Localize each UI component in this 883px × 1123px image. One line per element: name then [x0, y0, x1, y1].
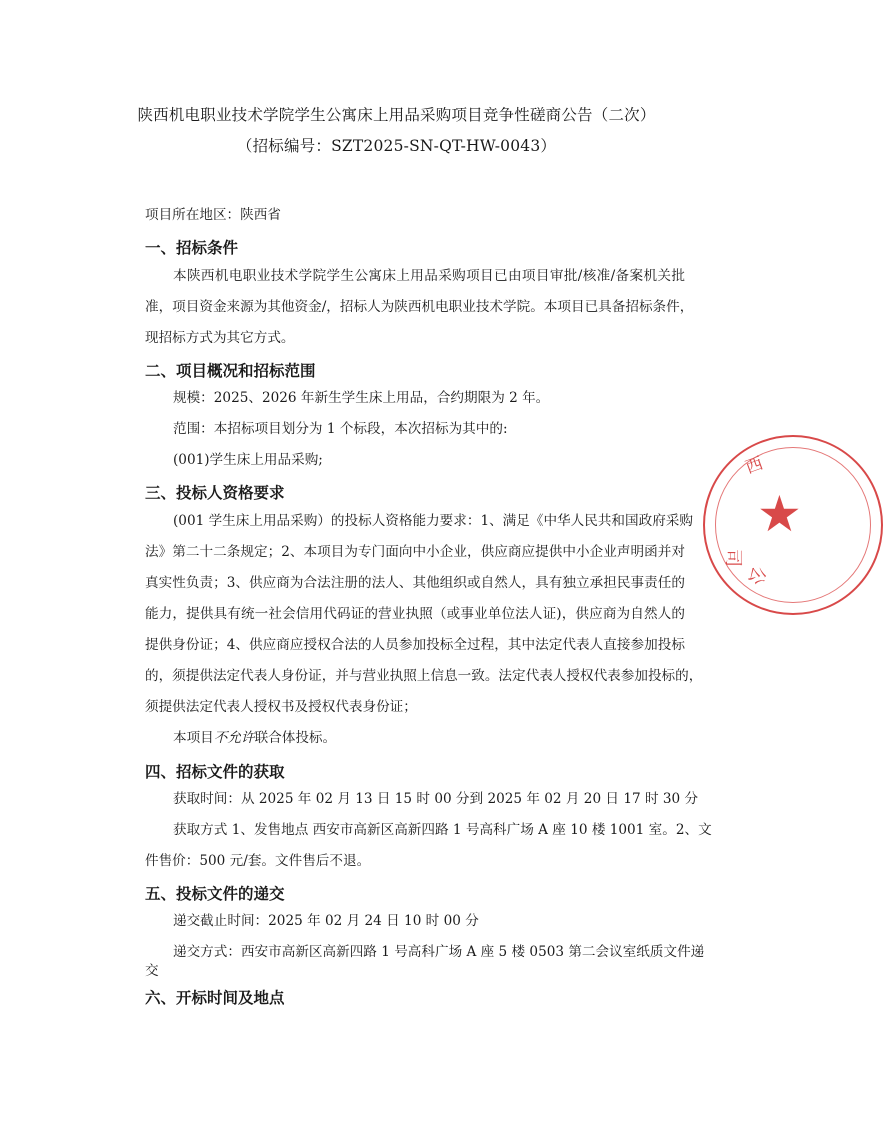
star-icon: ★ — [757, 485, 802, 543]
official-seal — [703, 435, 883, 615]
project-region: 项目所在地区：陕西省 — [145, 207, 281, 223]
paragraph-line: 本陕西机电职业技术学院学生公寓床上用品采购项目已由项目审批/核准/备案机关批 — [173, 268, 685, 284]
section-heading-2: 二、项目概况和招标范围 — [145, 362, 316, 380]
section-heading-4: 四、招标文件的获取 — [145, 763, 285, 781]
consortium-line — [173, 729, 685, 747]
document-title: 陕西机电职业技术学院学生公寓床上用品采购项目竞争性磋商公告（二次） — [137, 106, 656, 124]
paragraph-line: 件售价：500 元/套。文件售后不退。 — [145, 853, 371, 869]
paragraph-line: (001)学生床上用品采购; — [173, 452, 323, 468]
paragraph-line: (001 学生床上用品采购）的投标人资格能力要求：1、满足《中华人民共和国政府采购 — [173, 513, 693, 529]
paragraph-line: 现招标方式为其它方式。 — [145, 330, 295, 346]
paragraph-line: 准，项目资金来源为其他资金/，招标人为陕西机电职业技术学院。本项目已具备招标条件， — [145, 299, 694, 315]
paragraph-line: 规模：2025、2026 年新生学生床上用品，合约期限为 2 年。 — [173, 390, 550, 406]
seal-text-side: 司 — [722, 549, 743, 567]
paragraph-line: 获取方式 1、发售地点 西安市高新区高新四路 1 号高科广场 A 座 10 楼 1001 室。2、文 — [173, 822, 712, 838]
tender-number: （招标编号：SZT2025-SN-QT-HW-0043） — [236, 137, 557, 155]
paragraph-line: 递交方式：西安市高新区高新四路 1 号高科广场 A 座 5 楼 0503 第二会议室纸质文件递 — [173, 944, 705, 960]
section-heading-3: 三、投标人资格要求 — [145, 484, 285, 502]
section-heading-5: 五、投标文件的递交 — [145, 885, 285, 903]
paragraph-line: 的，须提供法定代表人身份证，并与营业执照上信息一致。法定代表人授权代表参加投标的， — [145, 668, 703, 684]
paragraph-line: 能力，提供具有统一社会信用代码证的营业执照（或事业单位法人证)，供应商为自然人的 — [145, 606, 685, 622]
paragraph-line: 须提供法定代表人授权书及授权代表身份证； — [145, 699, 417, 715]
paragraph-line: 范围：本招标项目划分为 1 个标段，本次招标为其中的: — [173, 421, 508, 437]
paragraph-line: 递交截止时间：2025 年 02 月 24 日 10 时 00 分 — [173, 913, 479, 929]
section-heading-6: 六、开标时间及地点 — [145, 989, 285, 1007]
paragraph-line: 真实性负责；3、供应商为合法注册的法人、其他组织或自然人，具有独立承担民事责任的 — [145, 575, 685, 591]
section-heading-1: 一、招标条件 — [145, 239, 239, 257]
paragraph-line: 法》第二十二条规定；2、本项目为专门面向中小企业，供应商应提供中小企业声明函并对 — [145, 544, 685, 560]
consortium-pre: 本项目 — [173, 730, 214, 746]
seal-text-side: 公 — [743, 563, 770, 588]
consortium-emphasis: 不允许 — [213, 730, 255, 746]
consortium-post: 联合体投标。 — [254, 730, 337, 746]
paragraph-line: 提供身份证；4、供应商应授权合法的人员参加投标全过程，其中法定代表人直接参加投标 — [145, 637, 685, 653]
paragraph-line: 获取时间：从 2025 年 02 月 13 日 15 时 00 分到 2025 年 02 月 20 日 17 时 30 分 — [173, 791, 699, 807]
paragraph-line: 交 — [145, 963, 159, 979]
seal-text-top: 西 — [742, 453, 766, 479]
